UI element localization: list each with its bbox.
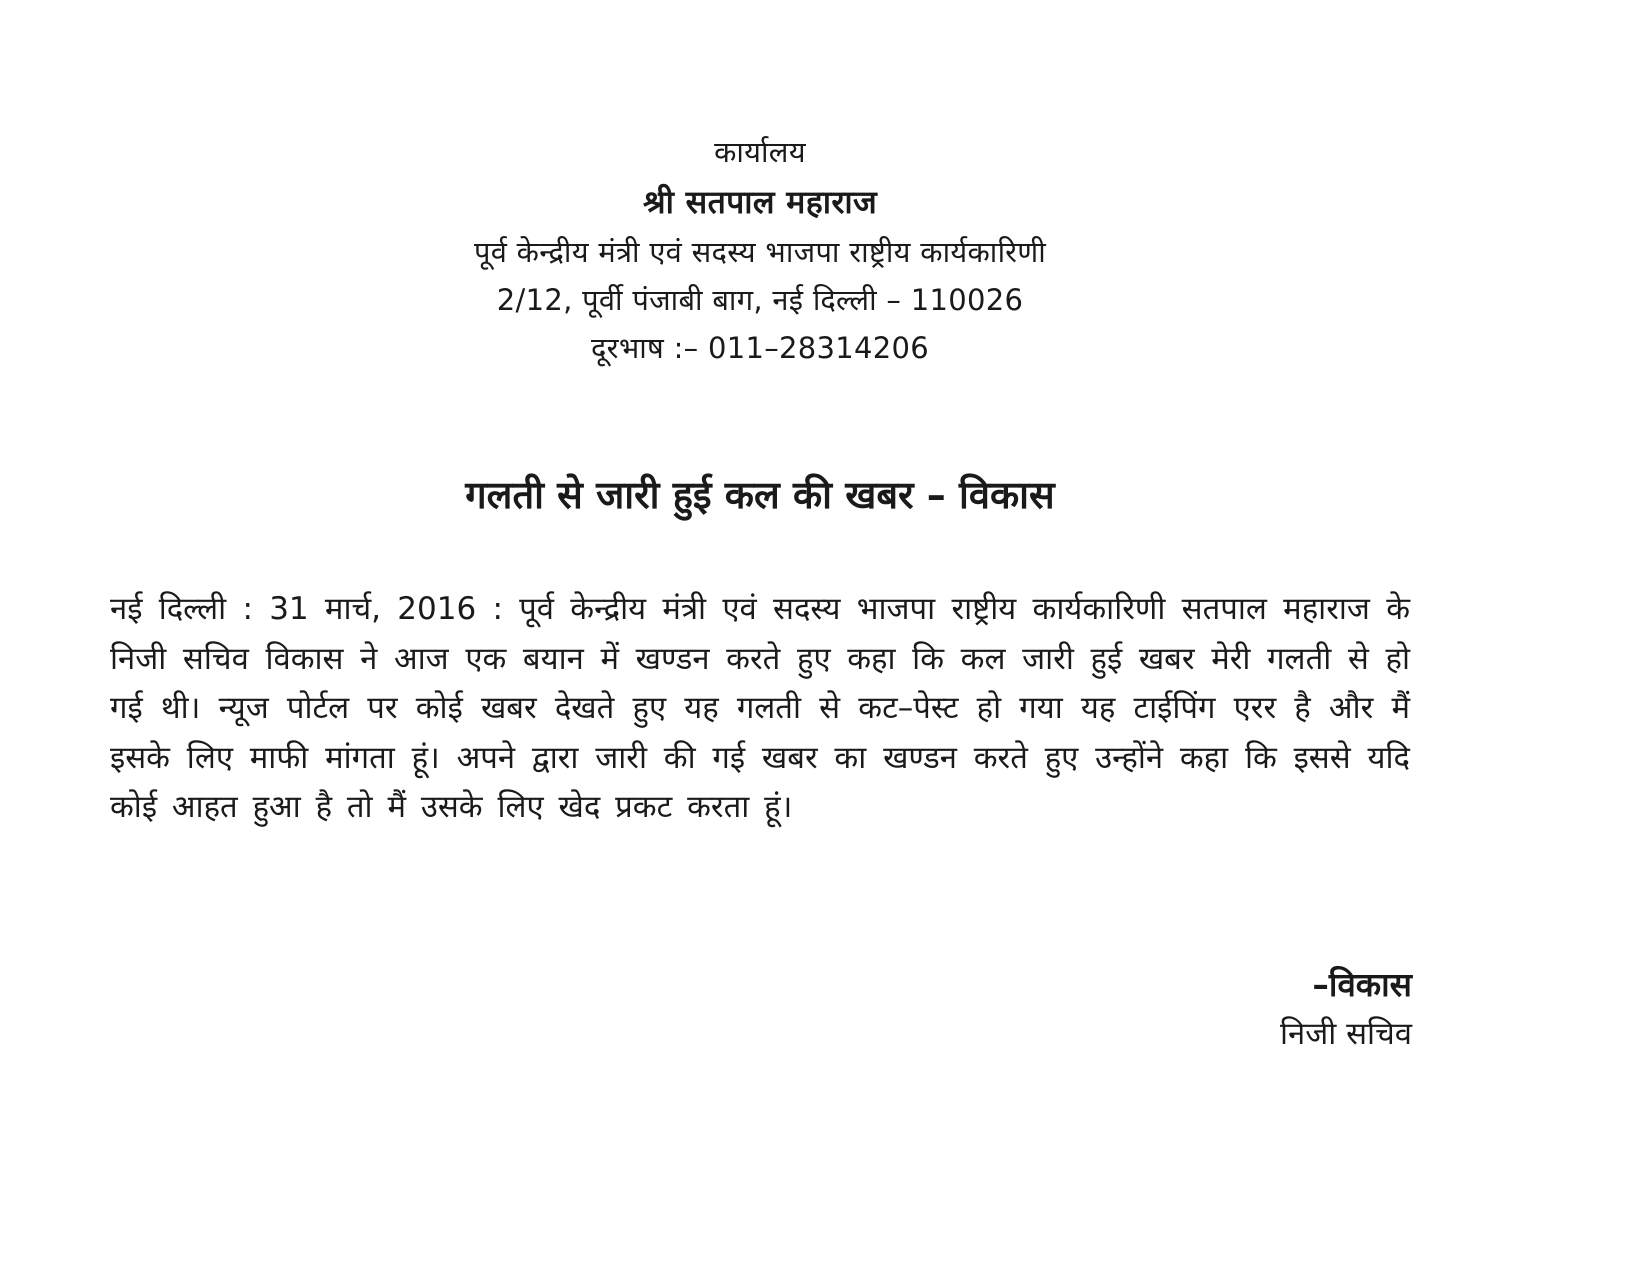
signature-block xyxy=(1280,960,1412,1058)
sender-designation: पूर्व केन्द्रीय मंत्री एवं सदस्य भाजपा राष्ट्रीय कार्यकारिणी xyxy=(473,235,1047,269)
letterhead xyxy=(0,128,1520,372)
sender-phone: दूरभाष :– 011–28314206 xyxy=(590,331,930,365)
sender-address: 2/12, पूर्वी पंजाबी बाग, नई दिल्ली – 110026 xyxy=(496,283,1024,317)
press-release-body: नई दिल्ली : 31 मार्च, 2016 : पूर्व केन्द्रीय मंत्री एवं सदस्य भाजपा राष्ट्रीय कार्यकारिणी सतपाल महाराज के निजी सचिव विकास ने आज एक बयान में खण्डन करते हुए कहा कि कल जारी हुई खबर मेरी गलती से हो गई थी। न्यूज पोर्टल पर कोई खबर देखते हुए यह गलती से कट–पेस्ट हो गया यह टाईपिंग एरर है और मैं इसके लिए माफी मांगता हूं। अपने द्वारा जारी की गई खबर का खण्डन करते हुए उन्होंने कहा कि इससे यदि कोई आहत हुआ है तो मैं उसके लिए खेद प्रकट करता हूं। xyxy=(110,591,1410,825)
signatory-name: –विकास xyxy=(1312,965,1412,1004)
sender-name: श्री सतपाल महाराज xyxy=(642,183,878,221)
office-label: कार्यालय xyxy=(714,135,806,169)
signatory-title: निजी सचिव xyxy=(1279,1016,1412,1052)
press-release-headline: गलती से जारी हुई कल की खबर – विकास xyxy=(465,473,1055,517)
